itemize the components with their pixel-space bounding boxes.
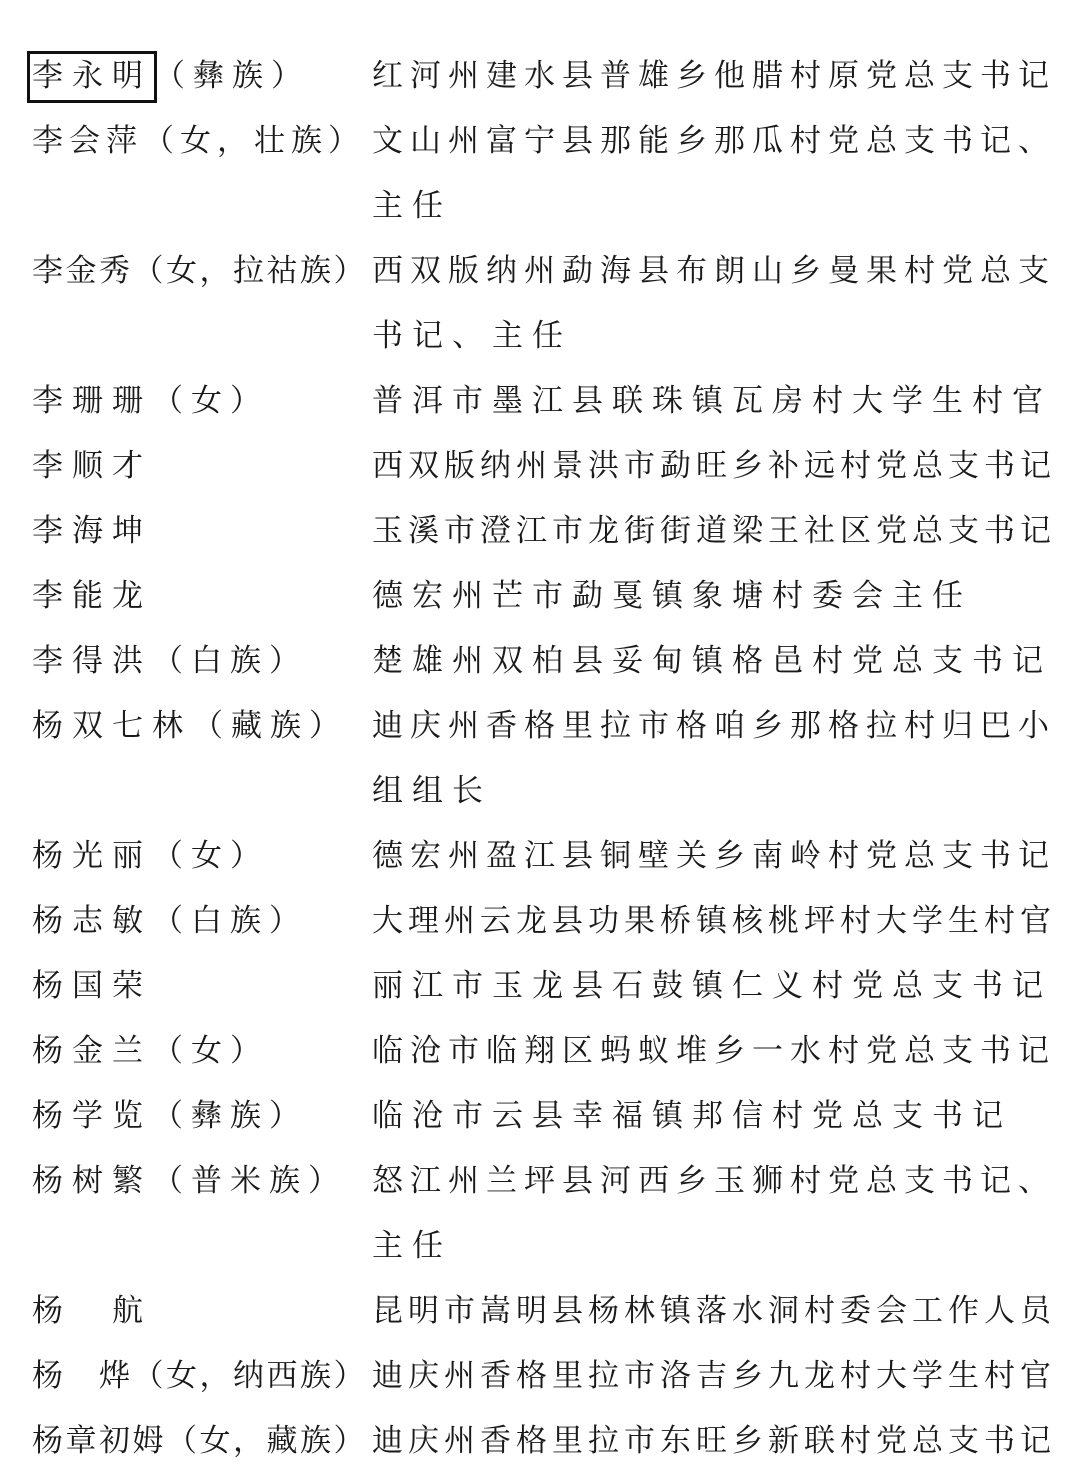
list-item: [0, 434, 1080, 499]
position-text: 西双版纳州景洪市勐旺乡补远村党总支书记: [372, 448, 1056, 484]
list-item: [0, 1084, 1080, 1149]
position-text-continued: 主任: [372, 1228, 452, 1264]
list-item: [0, 1019, 1080, 1084]
list-item: [0, 824, 1080, 889]
person-annotation: （普米族）: [152, 1163, 347, 1199]
person-name: 杨双七林: [32, 708, 192, 744]
position-text: 昆明市嵩明县杨林镇落水洞村委会工作人员: [372, 1293, 1056, 1329]
list-item: [0, 1279, 1080, 1344]
person-annotation: （女，壮族）: [143, 123, 365, 159]
person-name: 杨树繁: [32, 1163, 152, 1199]
person-name: 杨学览: [32, 1098, 152, 1134]
position-text: 德宏州盈江县铜壁关乡南岭村党总支书记: [372, 838, 1056, 874]
person-name: 杨 烨: [32, 1358, 133, 1394]
position-text: 玉溪市澄江市龙街街道梁王社区党总支书记: [372, 513, 1056, 549]
person-name: 李得洪: [32, 643, 152, 679]
person-name: 李永明: [30, 54, 154, 100]
position-text: 楚雄州双柏县妥甸镇格邑村党总支书记: [372, 643, 1052, 679]
list-item: [0, 694, 1080, 824]
position-text: 普洱市墨江县联珠镇瓦房村大学生村官: [372, 383, 1052, 419]
person-name: 杨志敏: [32, 903, 152, 939]
list-item: [0, 1409, 1080, 1474]
position-text: 文山州富宁县那能乡那瓜村党总支书记、: [372, 123, 1056, 159]
position-text: 迪庆州香格里拉市洛吉乡九龙村大学生村官: [372, 1358, 1056, 1394]
position-text: 德宏州芒市勐戛镇象塘村委会主任: [372, 578, 972, 614]
person-name: 李金秀: [32, 253, 133, 289]
list-item: [0, 499, 1080, 564]
person-annotation: （彝族）: [152, 1098, 308, 1134]
list-item: [0, 44, 1080, 109]
person-name: 杨金兰: [32, 1033, 152, 1069]
position-text: 迪庆州香格里拉市格咱乡那格拉村归巴小: [372, 708, 1056, 744]
person-annotation: （女，拉祜族）: [132, 253, 367, 289]
position-text: 西双版纳州勐海县布朗山乡曼果村党总支: [372, 253, 1056, 289]
position-text: 临沧市临翔区蚂蚁堆乡一水村党总支书记: [372, 1033, 1056, 1069]
position-text-continued: 书记、主任: [372, 318, 572, 354]
person-name: 李海坤: [32, 513, 152, 549]
list-item: [0, 889, 1080, 954]
person-annotation: （白族）: [152, 903, 308, 939]
list-item: [0, 954, 1080, 1019]
position-text-continued: 主任: [372, 188, 452, 224]
person-annotation: （女）: [152, 1033, 269, 1069]
position-text: 临沧市云县幸福镇邦信村党总支书记: [372, 1098, 1012, 1134]
position-text-continued: 组组长: [372, 773, 492, 809]
person-annotation: （女，藏族）: [166, 1423, 367, 1459]
list-item: [0, 239, 1080, 369]
list-item: [0, 564, 1080, 629]
person-name: 杨 航: [32, 1293, 152, 1329]
list-item: [0, 1149, 1080, 1279]
position-text: 迪庆州香格里拉市东旺乡新联村党总支书记: [372, 1423, 1056, 1459]
list-item: [0, 629, 1080, 694]
position-text: 大理州云龙县功果桥镇核桃坪村大学生村官: [372, 903, 1056, 939]
position-text: 怒江州兰坪县河西乡玉狮村党总支书记、: [372, 1163, 1056, 1199]
list-item: [0, 1344, 1080, 1409]
person-name: 杨章初姆: [32, 1423, 166, 1459]
person-annotation: （女）: [152, 838, 269, 874]
person-annotation: （白族）: [152, 643, 308, 679]
person-annotation: （女，纳西族）: [132, 1358, 367, 1394]
person-name: 杨国荣: [32, 968, 152, 1004]
person-annotation: （彝族）: [154, 58, 310, 94]
position-text: 红河州建水县普雄乡他腊村原党总支书记: [372, 58, 1056, 94]
person-name: 杨光丽: [32, 838, 152, 874]
person-name: 李能龙: [32, 578, 152, 614]
person-name: 李顺才: [32, 448, 152, 484]
person-name: 李珊珊: [32, 383, 152, 419]
person-annotation: （藏族）: [192, 708, 348, 744]
list-item: [0, 369, 1080, 434]
person-annotation: （女）: [152, 383, 269, 419]
list-item: [0, 109, 1080, 239]
person-name: 李会萍: [32, 123, 143, 159]
position-text: 丽江市玉龙县石鼓镇仁义村党总支书记: [372, 968, 1052, 1004]
